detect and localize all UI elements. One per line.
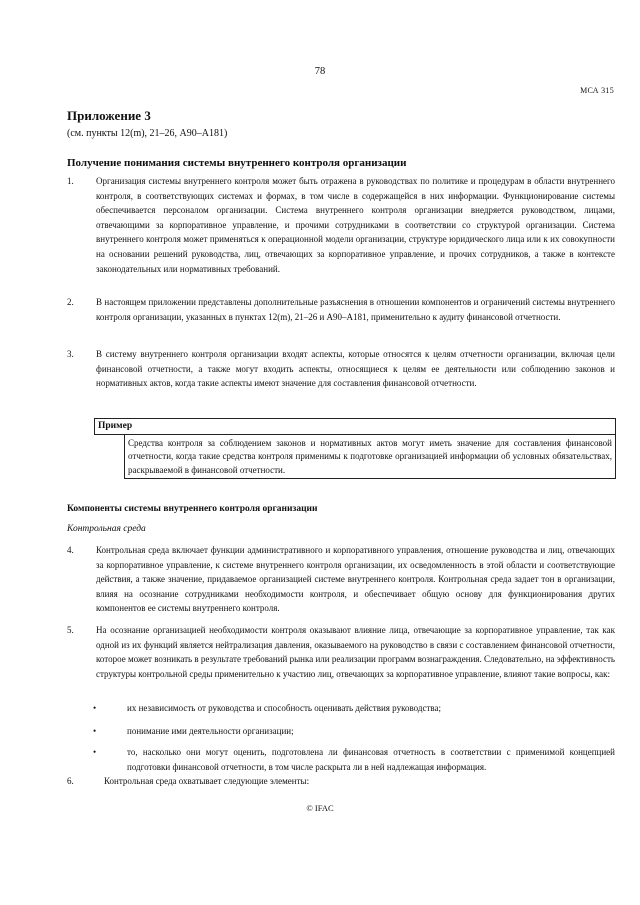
paragraph-number: 4. — [67, 545, 74, 555]
bullet-marker: • — [93, 747, 97, 757]
paragraph-text: Контрольная среда охватывает следующие элементы: — [104, 776, 310, 786]
list-item — [93, 724, 615, 739]
paragraph-text: На осознание организацией необходимости контроля оказывают влияние лица, отвечающие за корпоративное управление, так как одной из их функций является нейтрализация давления, оказываемого на руководство в связи с составлением финансовой отчетности, которое может возникать в результате требований рынка или реализации программ вознаграждения. Следовательно, на эффективность структуры контрольной среды применительно к участию лиц, отвечающих за корпоративное управление, влияют такие вопросы, как: — [96, 625, 616, 679]
paragraph-text: В настоящем приложении представлены дополнительные разъяснения в отношении компонентов и ограничений системы внутреннего контроля организации, указанных в пунктах 12(m), 21–26 и А90–А181, применительно к аудиту финансовой отчетности. — [96, 297, 615, 322]
footer-copyright: © IFAC — [306, 803, 334, 813]
paragraph-number: 1. — [67, 176, 74, 186]
paragraph-text: Контрольная среда включает функции административного и корпоративного управления, отношение руководства и лиц, отвечающих за корпоративное управление, к системе внутреннего контроля организации, их осведомленность в этой области и соответствующие действия, а также значение, придаваемое организацией системе внутреннего контроля. Контрольная среда задает тон в организации, влияя на осознание сотрудниками необходимости контроля, и обеспечивает общую основу для функционирования других компонентов ее системы внутреннего контроля. — [96, 545, 615, 614]
example-label: Пример — [94, 418, 616, 435]
paragraph-3 — [67, 347, 615, 391]
list-item — [93, 701, 615, 716]
bullet-marker: • — [93, 726, 97, 736]
components-heading: Компоненты системы внутреннего контроля организации — [67, 504, 318, 514]
list-item-text: то, насколько они могут оценить, подготовлена ли финансовая отчетность в соответствии с применимой концепцией подготовки финансовой отчетности, в том числе раскрыта ли в ней надлежащая информация. — [127, 747, 615, 772]
list-item-text: их независимость от руководства и способность оценивать действия руководства; — [127, 703, 442, 713]
appendix-reference: (см. пункты 12(m), 21–26, А90–А181) — [67, 128, 228, 139]
example-text: Средства контроля за соблюдением законов и нормативных актов могут иметь значение для составления финансовой отчетности, когда такие средства контроля применимы к подготовке организацией информации об условных обязательствах, раскрываемой в финансовой отчетности. — [124, 434, 616, 479]
paragraph-2 — [67, 295, 615, 324]
section-heading: Получение понимания системы внутреннего контроля организации — [67, 157, 407, 169]
paragraph-number: 6. — [67, 776, 74, 786]
paragraph-1 — [67, 174, 615, 276]
control-environment-subheading: Контрольная среда — [67, 524, 146, 534]
page-number: 78 — [314, 66, 326, 77]
appendix-title: Приложение 3 — [67, 108, 151, 123]
paragraph-number: 2. — [67, 297, 74, 307]
list-item — [93, 745, 615, 774]
paragraph-number: 5. — [67, 625, 74, 635]
list-item-text: понимание ими деятельности организации; — [127, 726, 294, 736]
paragraph-5 — [67, 623, 615, 681]
paragraph-number: 3. — [67, 349, 74, 359]
bullet-marker: • — [93, 703, 97, 713]
paragraph-text: В систему внутреннего контроля организации входят аспекты, которые относятся к целям отчетности организации, включая цели финансовой отчетности, а также могут входить аспекты, относящиеся к целям ее деятельности или соблюдению законов и нормативных актов, когда такие аспекты имеют значение для составления финансовой отчетности. — [96, 349, 615, 389]
paragraph-4 — [67, 543, 615, 616]
paragraph-text: Организация системы внутреннего контроля может быть отражена в руководствах по политике и процедурам в области внутреннего контроля, в соответствующих системах и формах, в том числе в содержащейся в них информации. Функционирование системы обеспечивается персоналом организации. Система внутреннего контроля организации внедряется руководством, лицами, отвечающими за корпоративное управление, и прочими сотрудниками в соответствии со структурой организации. Система внутреннего контроля может применяться к операционной модели организации, структуре юридического лица или к их совокупности на основании решений руководства, лиц, отвечающих за корпоративное управление, и прочих сотрудников, а также в контексте законодательных или нормативных требований. — [96, 176, 615, 274]
document-code: МСА 315 — [580, 86, 614, 95]
paragraph-6 — [67, 774, 615, 789]
